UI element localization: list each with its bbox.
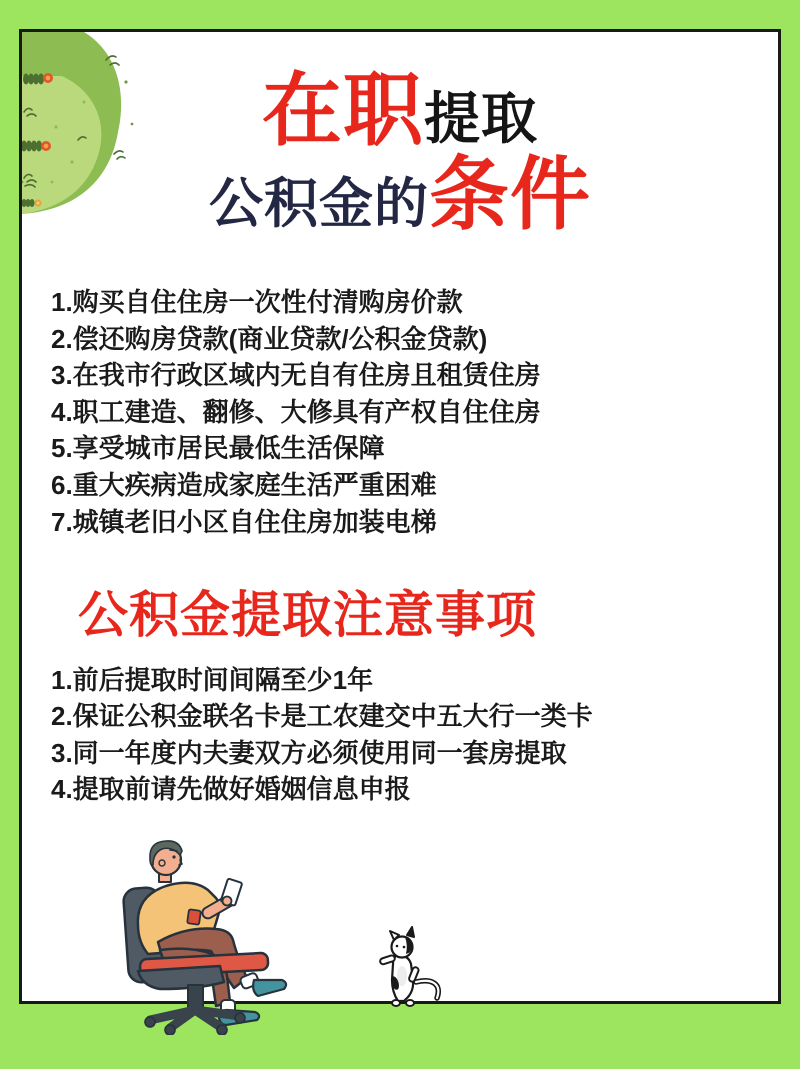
condition-item: 2.偿还购房贷款(商业贷款/公积金贷款): [51, 323, 488, 354]
condition-item: 7.城镇老旧小区自住住房加装电梯: [51, 506, 437, 537]
note-item: 1.前后提取时间间隔至少1年: [51, 665, 374, 695]
condition-item: 4.职工建造、翻修、大修具有产权自住住房: [51, 396, 541, 427]
condition-item: 5.享受城市居民最低生活保障: [51, 433, 385, 464]
bottom-illustration: [100, 830, 460, 1035]
cat-illustration: [379, 927, 438, 1006]
title-accent-tiaojian: 条件: [429, 150, 591, 239]
title-accent-zaizhi: 在职: [262, 66, 424, 155]
note-item: 3.同一年度内夫妻双方必须使用同一套房提取: [51, 737, 567, 768]
note-item: 2.保证公积金联名卡是工农建交中五大行一类卡: [51, 701, 593, 732]
notes-list: [51, 662, 593, 807]
notes-heading: 公积金提取注意事项: [78, 587, 537, 643]
title-line-2: [22, 152, 778, 261]
condition-item: 1.购买自住住房一次性付清购房价款: [51, 287, 463, 317]
conditions-list: [51, 284, 541, 540]
man-on-chair-illustration: [123, 841, 286, 1035]
note-item: 4.提取前请先做好婚姻信息申报: [51, 773, 411, 804]
condition-item: 3.在我市行政区域内无自有住房且租赁住房: [51, 360, 541, 391]
title-text-tiqu: 提取: [424, 87, 538, 150]
title-text-gongjijinde: 公积金的: [209, 174, 429, 234]
condition-item: 6.重大疾病造成家庭生活严重困难: [51, 469, 437, 500]
